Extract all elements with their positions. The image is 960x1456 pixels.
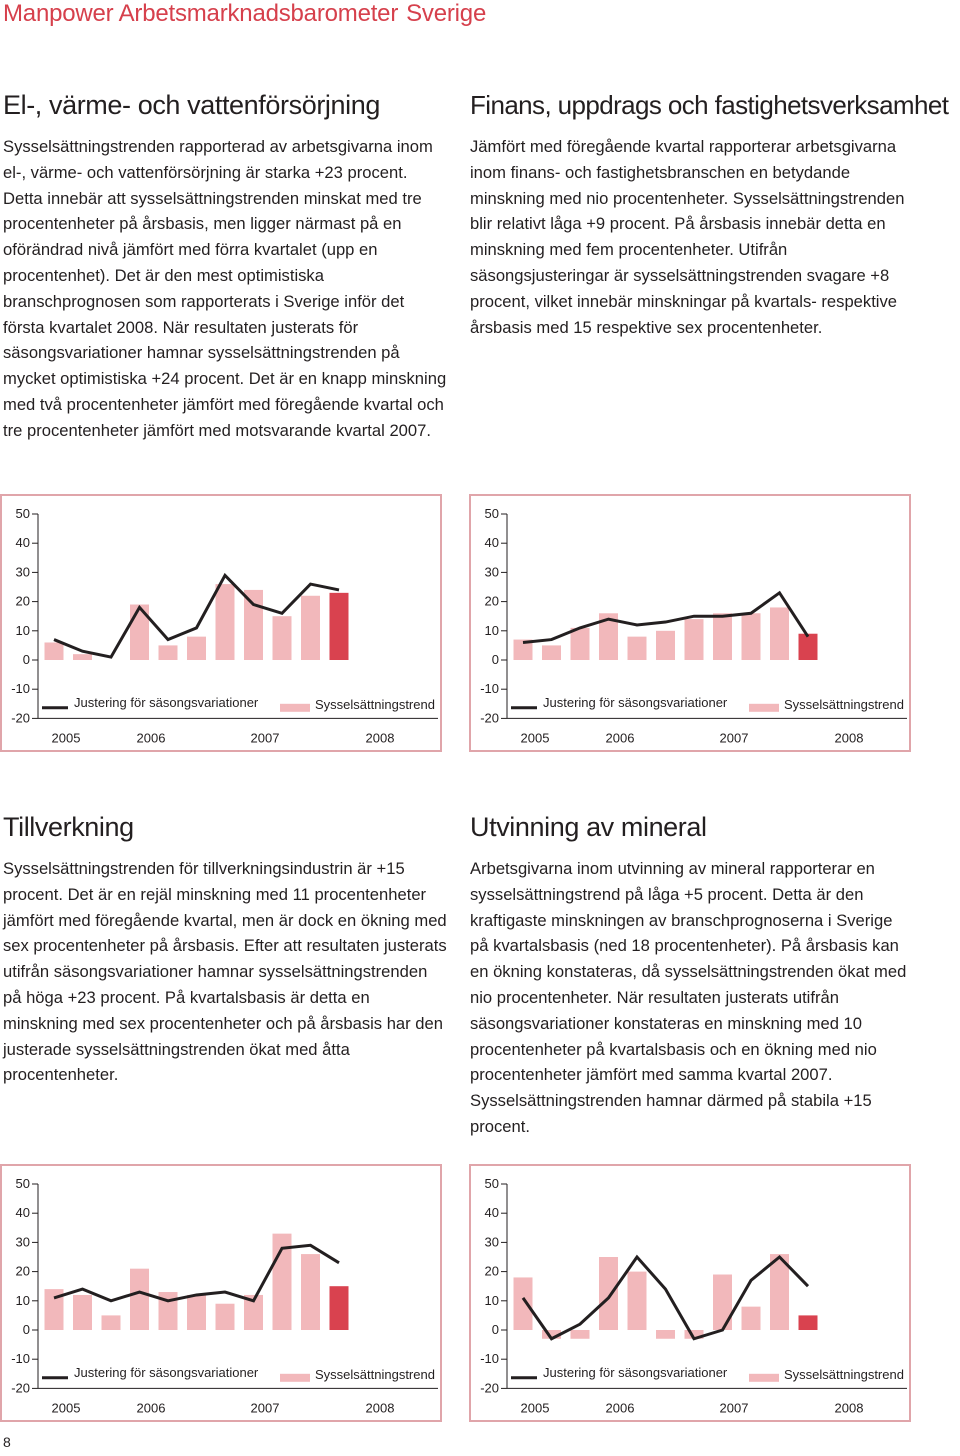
bar [330, 1286, 349, 1330]
section-body-el: Sysselsättningstrenden rapporterad av arbetsgivarna inom el-, värme- och vattenförsörjning är starka +23 procent. Detta innebär att sysselsättningstrenden minskat med tre procentenheter på årsbasis, men ligger närmast på en oförändrad nivå jämfört med förra kvartalet (upp en procentenhet). Det är den mest optimistiska branschprognosen som rapporterats i Sverige inför det första kvartalet 2008. När resultaten justerats för säsongsvariationer hamnar sysselsättningstrenden på mycket optimistiska +24 procent. Det är en knapp minskning med två procentenheter jämfört med föregående kvartal och tre procentenheter jämfört med motsvarande kvartal 2007. [3, 137, 447, 440]
bar [244, 590, 263, 660]
chart-mineral [469, 1164, 911, 1422]
x-year-label: 2007 [719, 730, 749, 746]
y-tick-label: 20 [484, 1263, 499, 1279]
legend-bar-label: Sysselsättningstrend [315, 1366, 435, 1382]
x-year-label: 2008 [365, 1400, 395, 1416]
bar [514, 1277, 533, 1330]
bar [301, 1254, 320, 1330]
y-tick-label: -10 [11, 1351, 30, 1367]
y-tick-label: 20 [15, 593, 30, 609]
trend-line [523, 1257, 808, 1339]
chart-tillverkning [0, 1164, 442, 1422]
y-tick-label: -20 [11, 1380, 30, 1396]
bar [73, 654, 92, 660]
bar [159, 645, 178, 660]
y-tick-label: 0 [491, 1322, 499, 1337]
y-tick-label: 10 [484, 1292, 499, 1308]
x-year-label: 2005 [51, 1400, 81, 1416]
x-year-label: 2008 [834, 730, 864, 746]
x-year-label: 2006 [605, 1400, 635, 1416]
bar [187, 1295, 206, 1330]
y-tick-label: -20 [480, 710, 499, 726]
bar [656, 1330, 675, 1339]
country-label: Sverige [406, 0, 487, 27]
bar [216, 1304, 235, 1330]
legend-line-label: Justering för säsongsvariationer [543, 1364, 728, 1380]
y-tick-label: 10 [484, 622, 499, 638]
y-tick-label: 40 [484, 535, 499, 551]
y-tick-label: 10 [15, 622, 30, 638]
bar [799, 1315, 818, 1330]
legend-line-label: Justering för säsongsvariationer [543, 694, 728, 710]
section-body-finans: Jämfört med föregående kvartal rapporterar arbetsgivarna inom finans- och fastighetsbranschen en betydande minskning med nio procentenheter. Sysselsättningstrenden blir relativt låga +9 procent. På årsbasis innebär detta en minskning med fem procentenheter. Utifrån säsongsjusteringar är sysselsättningstrenden svagare +8 procent, vilket innebär minskningar på kvartals- respektive årsbasis med 15 respektive sex procentenheter. [470, 137, 905, 337]
y-tick-label: 0 [22, 652, 30, 667]
x-year-label: 2007 [250, 1400, 280, 1416]
y-tick-label: 30 [15, 1234, 30, 1250]
y-tick-label: 50 [15, 506, 30, 521]
chart-finans [469, 494, 911, 752]
y-tick-label: -20 [480, 1380, 499, 1396]
y-tick-label: 30 [484, 1234, 499, 1250]
bar [742, 1307, 761, 1330]
y-tick-label: 20 [484, 593, 499, 609]
bar [713, 613, 732, 660]
y-tick-label: -10 [480, 681, 499, 697]
legend-bar-label: Sysselsättningstrend [784, 696, 904, 712]
x-year-label: 2007 [719, 1400, 749, 1416]
y-tick-label: 30 [484, 564, 499, 580]
chart-svg [471, 1166, 909, 1420]
chart-svg [471, 496, 909, 750]
y-tick-label: 30 [15, 564, 30, 580]
bar [685, 619, 704, 660]
bar [187, 637, 206, 660]
page-header [3, 0, 486, 28]
section-body-mineral: Arbetsgivarna inom utvinning av mineral rapporterar en sysselsättningstrend på låga +5 procent. Detta är den kraftigaste minskningen av branschprognoserna i Sverige på kvartalsbasis (ned 18 procentenheter). På årsbasis kan en ökning konstateras, då sysselsättningstrenden ökat med nio procentenheter. När resultaten justerats utifrån säsongsvariationer konstateras en minskning med 10 procentenheter på kvartalsbasis och en ökning med nio procentenheter jämfört med samma kvartal 2007. Sysselsättningstrenden hamnar därmed på stabila +15 procent. [470, 859, 907, 1136]
bar [216, 584, 235, 660]
trend-line [54, 1245, 339, 1300]
legend-bar-swatch [749, 704, 779, 712]
chart-svg [2, 496, 440, 750]
bar [628, 1272, 647, 1330]
y-tick-label: -10 [11, 681, 30, 697]
x-year-label: 2005 [520, 730, 550, 746]
legend-bar-label: Sysselsättningstrend [315, 696, 435, 712]
y-tick-label: 50 [484, 1176, 499, 1191]
y-tick-label: -20 [11, 710, 30, 726]
chart-svg [2, 1166, 440, 1420]
bar [742, 613, 761, 660]
section-body-tillverkning: Sysselsättningstrenden för tillverkningsindustrin är +15 procent. Det är en rejäl minskning med 11 procentenheter jämfört med föregående kvartal, men är dock en ökning med sex procentenheter på årsbasis. Efter att resultaten justerats utifrån säsongsvariationer hamnar sysselsättningstrenden på höga +23 procent. På kvartalsbasis är detta en minskning med sex procentenheter och på årsbasis har den justerade sysselsättningstrenden ökat med åtta procentenheter. [3, 859, 447, 1085]
x-year-label: 2006 [136, 730, 166, 746]
chart-el [0, 494, 442, 752]
bar [45, 642, 64, 660]
legend-line-label: Justering för säsongsvariationer [74, 694, 259, 710]
bar [571, 628, 590, 660]
section-title-finans: Finans, uppdrags och fastighetsverksamhet [470, 90, 949, 120]
x-year-label: 2008 [834, 1400, 864, 1416]
bar [571, 1330, 590, 1339]
bar [130, 1269, 149, 1330]
y-tick-label: 50 [15, 1176, 30, 1191]
x-year-label: 2008 [365, 730, 395, 746]
bar [628, 637, 647, 660]
legend-bar-label: Sysselsättningstrend [784, 1366, 904, 1382]
section-title-mineral: Utvinning av mineral [470, 812, 707, 842]
bar [542, 645, 561, 660]
section-title-tillverkning: Tillverkning [3, 812, 134, 842]
y-tick-label: -10 [480, 1351, 499, 1367]
bar [102, 1315, 121, 1330]
x-year-label: 2005 [520, 1400, 550, 1416]
bar [656, 631, 675, 660]
legend-bar-swatch [280, 704, 310, 712]
x-year-label: 2005 [51, 730, 81, 746]
y-tick-label: 0 [491, 652, 499, 667]
bar [799, 634, 818, 660]
y-tick-label: 40 [484, 1205, 499, 1221]
legend-line-label: Justering för säsongsvariationer [74, 1364, 259, 1380]
y-tick-label: 0 [22, 1322, 30, 1337]
bar [713, 1275, 732, 1330]
y-tick-label: 20 [15, 1263, 30, 1279]
y-tick-label: 40 [15, 1205, 30, 1221]
page-number: 8 [3, 1434, 11, 1450]
section-title-el: El-, värme- och vattenförsörjning [3, 90, 380, 120]
bar [301, 596, 320, 660]
y-tick-label: 50 [484, 506, 499, 521]
bar [273, 616, 292, 660]
legend-bar-swatch [749, 1374, 779, 1382]
y-tick-label: 10 [15, 1292, 30, 1308]
x-year-label: 2006 [605, 730, 635, 746]
bar [330, 593, 349, 660]
x-year-label: 2006 [136, 1400, 166, 1416]
bar [599, 1257, 618, 1330]
y-tick-label: 40 [15, 535, 30, 551]
legend-bar-swatch [280, 1374, 310, 1382]
bar [73, 1295, 92, 1330]
brand-title: Manpower Arbetsmarknadsbarometer [3, 0, 399, 27]
x-year-label: 2007 [250, 730, 280, 746]
bar [770, 607, 789, 660]
